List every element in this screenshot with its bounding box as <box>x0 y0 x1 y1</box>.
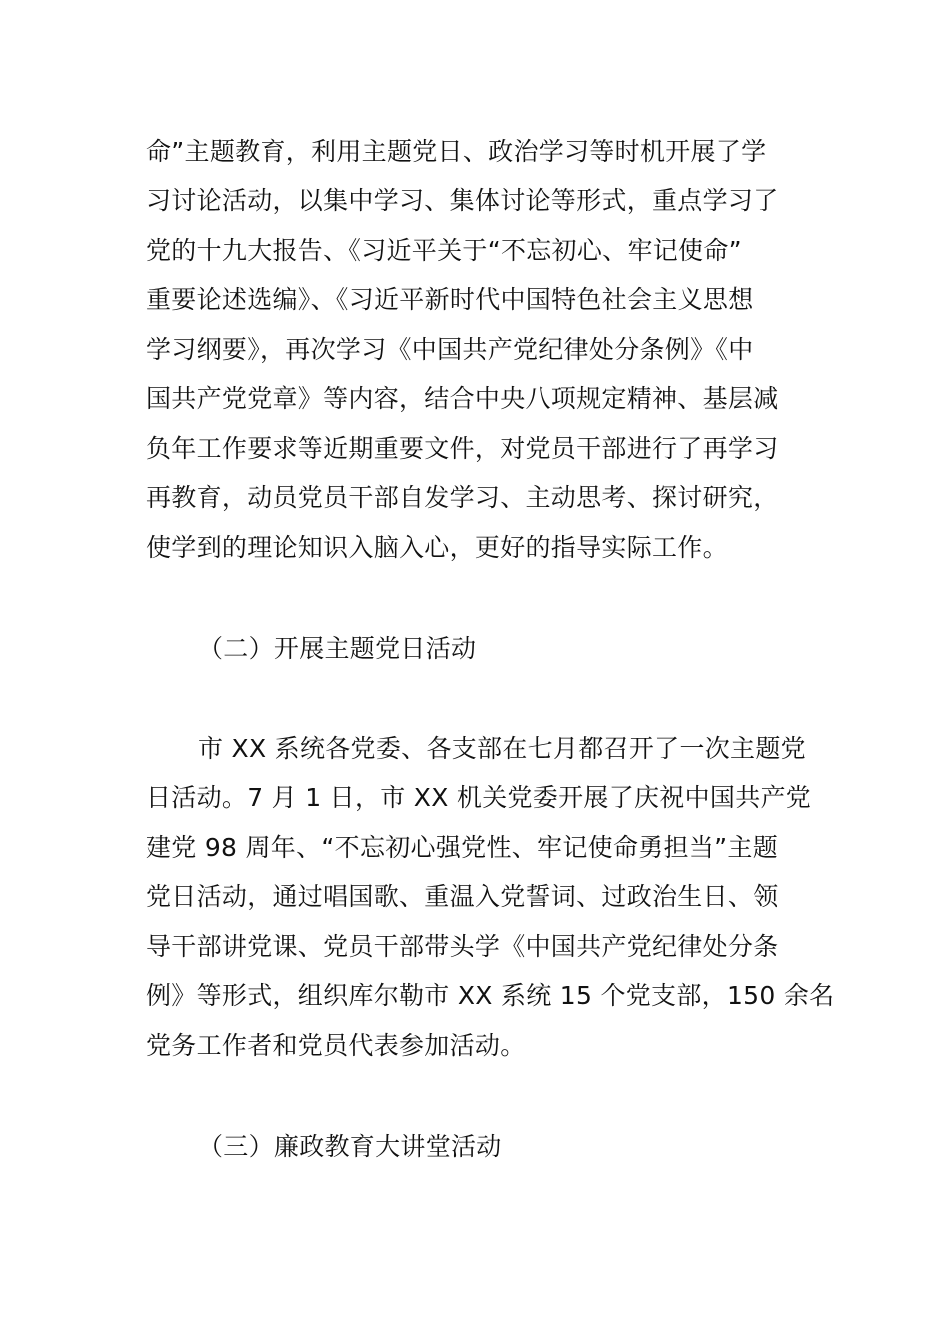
section-heading-3: （三）廉政教育大讲堂活动 <box>198 1132 502 1161</box>
paragraph-line: 例》等形式，组织库尔勒市 XX 系统 15 个党支部，150 余名 <box>146 981 835 1010</box>
paragraph-line: 负年工作要求等近期重要文件，对党员干部进行了再学习 <box>146 434 779 463</box>
paragraph-line: 党务工作者和党员代表参加活动。 <box>146 1031 526 1060</box>
paragraph-line: 日活动。7 月 1 日，市 XX 机关党委开展了庆祝中国共产党 <box>146 783 812 812</box>
paragraph-line: 建党 98 周年、“不忘初心强党性、牢记使命勇担当”主题 <box>146 833 779 862</box>
paragraph-line: 学习纲要》，再次学习《中国共产党纪律处分条例》《中 <box>146 335 754 364</box>
paragraph-line: 导干部讲党课、党员干部带头学《中国共产党纪律处分条 <box>146 932 779 961</box>
paragraph-line: 市 XX 系统各党委、各支部在七月都召开了一次主题党 <box>198 734 806 763</box>
paragraph-line: 习讨论活动，以集中学习、集体讨论等形式，重点学习了 <box>146 186 779 215</box>
section-heading-2: （二）开展主题党日活动 <box>198 634 477 663</box>
paragraph-line: 命”主题教育，利用主题党日、政治学习等时机开展了学 <box>146 137 767 166</box>
paragraph-line: 党日活动，通过唱国歌、重温入党誓词、过政治生日、领 <box>146 882 779 911</box>
paragraph-line: 重要论述选编》、《习近平新时代中国特色社会主义思想 <box>146 285 754 314</box>
paragraph-line: 再教育，动员党员干部自发学习、主动思考、探讨研究， <box>146 483 779 512</box>
paragraph-line: 国共产党党章》等内容，结合中央八项规定精神、基层减 <box>146 384 779 413</box>
paragraph-line: 党的十九大报告、《习近平关于“不忘初心、牢记使命” <box>146 236 742 265</box>
paragraph-line: 使学到的理论知识入脑入心，更好的指导实际工作。 <box>146 533 728 562</box>
